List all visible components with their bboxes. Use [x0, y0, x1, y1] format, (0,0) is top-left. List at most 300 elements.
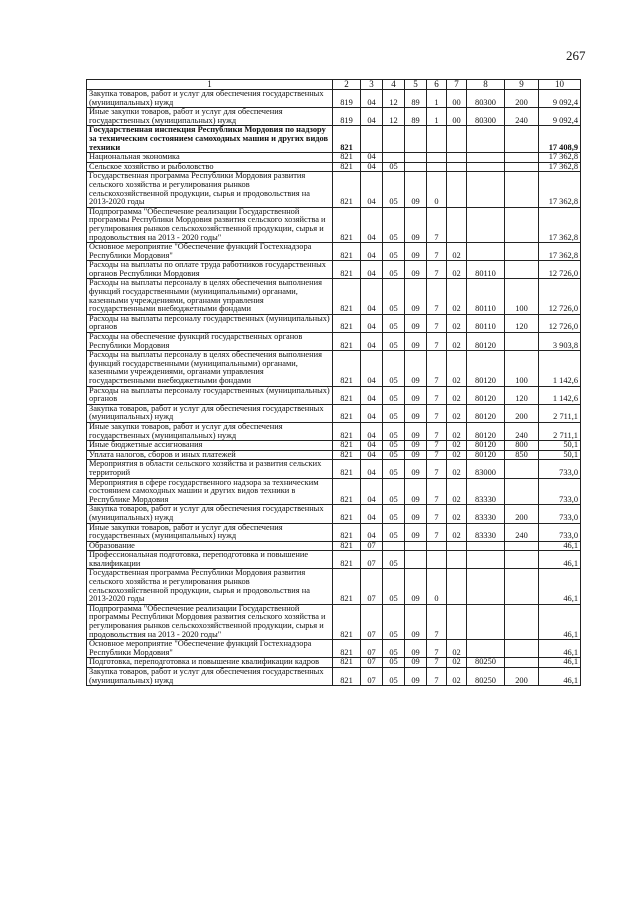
table-row — [87, 450, 581, 460]
subprogram-code-cell: 7 — [427, 243, 447, 261]
subprogram-code-cell: 7 — [427, 658, 447, 668]
row-name-cell: Уплата налогов, сборов и иных платежей — [87, 450, 333, 460]
amount-cell: 46,1 — [539, 640, 581, 658]
section-code-cell: 04 — [361, 422, 383, 440]
section-code-cell: 04 — [361, 478, 383, 505]
expense-type-cell — [505, 172, 539, 207]
expense-type-cell: 200 — [505, 404, 539, 422]
subsection-code-cell: 05 — [383, 351, 405, 386]
amount-cell: 46,1 — [539, 668, 581, 686]
row-name-cell: Национальная экономика — [87, 153, 333, 163]
activity-code-cell: 00 — [447, 108, 467, 126]
ministry-code-cell: 821 — [333, 153, 361, 163]
ministry-code-cell: 819 — [333, 108, 361, 126]
program-code-cell: 09 — [405, 386, 427, 404]
section-code-cell: 04 — [361, 162, 383, 172]
direction-code-cell: 80300 — [467, 90, 505, 108]
section-code-cell: 04 — [361, 450, 383, 460]
ministry-code-cell: 821 — [333, 658, 361, 668]
amount-cell: 46,1 — [539, 569, 581, 604]
subsection-code-cell — [383, 153, 405, 163]
amount-cell: 12 726,0 — [539, 314, 581, 332]
table-row — [87, 153, 581, 163]
activity-code-cell: 02 — [447, 314, 467, 332]
column-header: 2 — [333, 80, 361, 90]
column-header: 5 — [405, 80, 427, 90]
row-name-cell: Государственная программа Республики Мордовия развития сельского хозяйства и регулирования рынков сельскохозяйственной продукции, сырья и продовольствия на 2013-2020 годы — [87, 172, 333, 207]
section-code-cell: 07 — [361, 668, 383, 686]
expense-type-cell — [505, 261, 539, 279]
table-row — [87, 478, 581, 505]
subsection-code-cell: 05 — [383, 422, 405, 440]
direction-code-cell: 80110 — [467, 261, 505, 279]
activity-code-cell — [447, 569, 467, 604]
row-name-cell: Основное мероприятие "Обеспечение функций Гостехнадзора Республики Мордовия" — [87, 243, 333, 261]
section-code-cell: 04 — [361, 207, 383, 242]
ministry-code-cell: 821 — [333, 404, 361, 422]
program-code-cell: 09 — [405, 478, 427, 505]
program-code-cell: 09 — [405, 505, 427, 523]
activity-code-cell: 02 — [447, 640, 467, 658]
row-name-cell: Подпрограмма "Обеспечение реализации Государственной программы Республики Мордовия развития сельского хозяйства и регулирования рынков сельскохозяйственной продукции, сырья и продовольствия на 2013 - 2020 годы" — [87, 604, 333, 639]
subprogram-code-cell: 1 — [427, 108, 447, 126]
expense-type-cell — [505, 207, 539, 242]
row-name-cell: Подготовка, переподготовка и повышение квалификации кадров — [87, 658, 333, 668]
section-code-cell: 04 — [361, 314, 383, 332]
column-header: 10 — [539, 80, 581, 90]
subsection-code-cell: 05 — [383, 478, 405, 505]
amount-cell: 733,0 — [539, 523, 581, 541]
direction-code-cell: 80250 — [467, 668, 505, 686]
subsection-code-cell — [383, 541, 405, 551]
row-name-cell: Закупка товаров, работ и услуг для обеспечения государственных (муниципальных) нужд — [87, 90, 333, 108]
subsection-code-cell: 05 — [383, 505, 405, 523]
subsection-code-cell: 05 — [383, 404, 405, 422]
expense-type-cell — [505, 658, 539, 668]
section-code-cell: 04 — [361, 108, 383, 126]
activity-code-cell — [447, 172, 467, 207]
activity-code-cell — [447, 604, 467, 639]
activity-code-cell — [447, 207, 467, 242]
table-row — [87, 640, 581, 658]
activity-code-cell: 02 — [447, 279, 467, 314]
expense-type-cell — [505, 604, 539, 639]
subsection-code-cell: 05 — [383, 314, 405, 332]
subprogram-code-cell: 0 — [427, 569, 447, 604]
subsection-code-cell: 05 — [383, 523, 405, 541]
table-row — [87, 108, 581, 126]
amount-cell: 46,1 — [539, 658, 581, 668]
section-code-cell: 04 — [361, 460, 383, 478]
subprogram-code-cell: 7 — [427, 523, 447, 541]
row-name-cell: Основное мероприятие "Обеспечение функций Гостехнадзора Республики Мордовия" — [87, 640, 333, 658]
direction-code-cell: 80120 — [467, 422, 505, 440]
program-code-cell: 09 — [405, 460, 427, 478]
amount-cell: 50,1 — [539, 441, 581, 451]
activity-code-cell: 02 — [447, 460, 467, 478]
table-row — [87, 243, 581, 261]
row-name-cell: Подпрограмма "Обеспечение реализации Государственной программы Республики Мордовия развития сельского хозяйства и регулирования рынков сельскохозяйственной продукции, сырья и продовольствия на 2013 - 2020 годы" — [87, 207, 333, 242]
direction-code-cell: 80300 — [467, 108, 505, 126]
table-row — [87, 90, 581, 108]
direction-code-cell: 83330 — [467, 505, 505, 523]
row-name-cell: Мероприятия в области сельского хозяйства и развития сельских территорий — [87, 460, 333, 478]
section-code-cell: 04 — [361, 90, 383, 108]
program-code-cell: 09 — [405, 207, 427, 242]
amount-cell: 3 903,8 — [539, 333, 581, 351]
column-header: 4 — [383, 80, 405, 90]
subprogram-code-cell: 7 — [427, 422, 447, 440]
amount-cell: 733,0 — [539, 478, 581, 505]
table-row — [87, 668, 581, 686]
column-header: 7 — [447, 80, 467, 90]
amount-cell: 46,1 — [539, 551, 581, 569]
subprogram-code-cell: 7 — [427, 333, 447, 351]
table-row — [87, 172, 581, 207]
subprogram-code-cell — [427, 551, 447, 569]
expense-type-cell: 240 — [505, 108, 539, 126]
subprogram-code-cell: 7 — [427, 404, 447, 422]
activity-code-cell: 02 — [447, 386, 467, 404]
table-row — [87, 523, 581, 541]
activity-code-cell: 02 — [447, 243, 467, 261]
direction-code-cell: 80120 — [467, 333, 505, 351]
expense-type-cell — [505, 153, 539, 163]
ministry-code-cell: 821 — [333, 668, 361, 686]
page-number: 267 — [566, 48, 586, 63]
expense-type-cell — [505, 478, 539, 505]
amount-cell: 17 362,8 — [539, 153, 581, 163]
expense-type-cell: 200 — [505, 90, 539, 108]
subsection-code-cell: 05 — [383, 386, 405, 404]
amount-cell: 17 362,8 — [539, 162, 581, 172]
subsection-code-cell: 05 — [383, 640, 405, 658]
table-row — [87, 505, 581, 523]
ministry-code-cell: 821 — [333, 126, 361, 153]
table-row — [87, 207, 581, 242]
table-row — [87, 126, 581, 153]
program-code-cell: 09 — [405, 658, 427, 668]
amount-cell: 50,1 — [539, 450, 581, 460]
activity-code-cell: 02 — [447, 351, 467, 386]
amount-cell: 12 726,0 — [539, 279, 581, 314]
subsection-code-cell: 05 — [383, 279, 405, 314]
expense-type-cell: 120 — [505, 314, 539, 332]
direction-code-cell: 80120 — [467, 450, 505, 460]
direction-code-cell: 80110 — [467, 314, 505, 332]
ministry-code-cell: 821 — [333, 640, 361, 658]
ministry-code-cell: 821 — [333, 172, 361, 207]
subprogram-code-cell: 7 — [427, 441, 447, 451]
table-row — [87, 551, 581, 569]
column-header: 8 — [467, 80, 505, 90]
amount-cell: 9 092,4 — [539, 90, 581, 108]
row-name-cell: Расходы на выплаты по оплате труда работников государственных органов Республики Мордовия — [87, 261, 333, 279]
subsection-code-cell: 05 — [383, 668, 405, 686]
program-code-cell: 09 — [405, 279, 427, 314]
subsection-code-cell: 05 — [383, 551, 405, 569]
column-header-row — [87, 80, 581, 90]
ministry-code-cell: 821 — [333, 460, 361, 478]
subprogram-code-cell — [427, 541, 447, 551]
row-name-cell: Сельское хозяйство и рыболовство — [87, 162, 333, 172]
column-header: 3 — [361, 80, 383, 90]
activity-code-cell: 02 — [447, 404, 467, 422]
budget-table — [86, 79, 581, 686]
ministry-code-cell: 821 — [333, 333, 361, 351]
direction-code-cell — [467, 640, 505, 658]
activity-code-cell — [447, 162, 467, 172]
activity-code-cell: 02 — [447, 422, 467, 440]
expense-type-cell: 200 — [505, 505, 539, 523]
expense-type-cell: 850 — [505, 450, 539, 460]
direction-code-cell: 80250 — [467, 658, 505, 668]
table-row — [87, 279, 581, 314]
subprogram-code-cell — [427, 126, 447, 153]
subprogram-code-cell — [427, 153, 447, 163]
section-code-cell: 07 — [361, 640, 383, 658]
subsection-code-cell: 05 — [383, 207, 405, 242]
table-row — [87, 541, 581, 551]
section-code-cell: 04 — [361, 404, 383, 422]
program-code-cell — [405, 126, 427, 153]
section-code-cell: 07 — [361, 569, 383, 604]
program-code-cell: 09 — [405, 351, 427, 386]
subsection-code-cell: 05 — [383, 243, 405, 261]
row-name-cell: Государственная программа Республики Мордовия развития сельского хозяйства и регулирования рынков сельскохозяйственной продукции, сырья и продовольствия на 2013-2020 годы — [87, 569, 333, 604]
direction-code-cell — [467, 243, 505, 261]
activity-code-cell: 02 — [447, 441, 467, 451]
ministry-code-cell: 821 — [333, 450, 361, 460]
program-code-cell: 09 — [405, 172, 427, 207]
amount-cell: 46,1 — [539, 604, 581, 639]
column-header: 6 — [427, 80, 447, 90]
section-code-cell: 04 — [361, 243, 383, 261]
activity-code-cell: 02 — [447, 261, 467, 279]
expense-type-cell — [505, 640, 539, 658]
subprogram-code-cell: 7 — [427, 314, 447, 332]
ministry-code-cell: 821 — [333, 441, 361, 451]
subprogram-code-cell: 7 — [427, 640, 447, 658]
section-code-cell: 04 — [361, 279, 383, 314]
row-name-cell: Расходы на выплаты персоналу государственных (муниципальных) органов — [87, 314, 333, 332]
section-code-cell: 04 — [361, 172, 383, 207]
program-code-cell: 09 — [405, 668, 427, 686]
direction-code-cell: 80120 — [467, 351, 505, 386]
section-code-cell: 04 — [361, 261, 383, 279]
expense-type-cell — [505, 243, 539, 261]
expense-type-cell: 100 — [505, 351, 539, 386]
table-row — [87, 569, 581, 604]
amount-cell: 2 711,1 — [539, 404, 581, 422]
row-name-cell: Закупка товаров, работ и услуг для обеспечения государственных (муниципальных) нужд — [87, 668, 333, 686]
activity-code-cell: 00 — [447, 90, 467, 108]
expense-type-cell: 240 — [505, 523, 539, 541]
expense-type-cell: 240 — [505, 422, 539, 440]
expense-type-cell: 200 — [505, 668, 539, 686]
direction-code-cell: 80120 — [467, 386, 505, 404]
table-row — [87, 404, 581, 422]
program-code-cell: 09 — [405, 604, 427, 639]
ministry-code-cell: 821 — [333, 569, 361, 604]
activity-code-cell: 02 — [447, 523, 467, 541]
activity-code-cell — [447, 153, 467, 163]
program-code-cell: 89 — [405, 108, 427, 126]
row-name-cell: Образование — [87, 541, 333, 551]
program-code-cell: 89 — [405, 90, 427, 108]
amount-cell: 733,0 — [539, 505, 581, 523]
expense-type-cell: 100 — [505, 279, 539, 314]
ministry-code-cell: 821 — [333, 604, 361, 639]
column-header: 9 — [505, 80, 539, 90]
ministry-code-cell: 821 — [333, 505, 361, 523]
row-name-cell: Мероприятия в сфере государственного надзора за техническим состоянием самоходных машин и других видов техники в Республике Мордовия — [87, 478, 333, 505]
activity-code-cell — [447, 126, 467, 153]
section-code-cell: 04 — [361, 351, 383, 386]
direction-code-cell — [467, 172, 505, 207]
row-name-cell: Иные закупки товаров, работ и услуг для обеспечения государственных (муниципальных) нужд — [87, 422, 333, 440]
subprogram-code-cell: 0 — [427, 172, 447, 207]
subprogram-code-cell — [427, 162, 447, 172]
activity-code-cell: 02 — [447, 478, 467, 505]
amount-cell: 2 711,1 — [539, 422, 581, 440]
expense-type-cell — [505, 126, 539, 153]
direction-code-cell — [467, 541, 505, 551]
subsection-code-cell: 12 — [383, 108, 405, 126]
ministry-code-cell: 819 — [333, 90, 361, 108]
ministry-code-cell: 821 — [333, 243, 361, 261]
subprogram-code-cell: 7 — [427, 505, 447, 523]
amount-cell: 17 362,8 — [539, 207, 581, 242]
amount-cell: 12 726,0 — [539, 261, 581, 279]
row-name-cell: Расходы на выплаты персоналу в целях обеспечения выполнения функций государственными (муниципальными) органами, казенными учреждениями, органами управления государственными внебюджетными фондами — [87, 279, 333, 314]
amount-cell: 46,1 — [539, 541, 581, 551]
subsection-code-cell: 05 — [383, 261, 405, 279]
direction-code-cell: 83330 — [467, 478, 505, 505]
row-name-cell: Закупка товаров, работ и услуг для обеспечения государственных (муниципальных) нужд — [87, 404, 333, 422]
subprogram-code-cell: 7 — [427, 668, 447, 686]
section-code-cell: 04 — [361, 505, 383, 523]
direction-code-cell: 83000 — [467, 460, 505, 478]
ministry-code-cell: 821 — [333, 162, 361, 172]
ministry-code-cell: 821 — [333, 314, 361, 332]
expense-type-cell — [505, 569, 539, 604]
amount-cell: 17 362,8 — [539, 243, 581, 261]
subprogram-code-cell: 7 — [427, 478, 447, 505]
ministry-code-cell: 821 — [333, 422, 361, 440]
row-name-cell: Расходы на выплаты персоналу в целях обеспечения выполнения функций государственными (муниципальными) органами, казенными учреждениями, органами управления государственными внебюджетными фондами — [87, 351, 333, 386]
row-name-cell: Расходы на обеспечение функций государственных органов Республики Мордовия — [87, 333, 333, 351]
amount-cell: 1 142,6 — [539, 386, 581, 404]
direction-code-cell — [467, 551, 505, 569]
direction-code-cell — [467, 153, 505, 163]
subsection-code-cell: 05 — [383, 441, 405, 451]
amount-cell: 1 142,6 — [539, 351, 581, 386]
ministry-code-cell: 821 — [333, 386, 361, 404]
activity-code-cell: 02 — [447, 333, 467, 351]
program-code-cell: 09 — [405, 333, 427, 351]
expense-type-cell — [505, 460, 539, 478]
table-row — [87, 658, 581, 668]
activity-code-cell: 02 — [447, 505, 467, 523]
table-row — [87, 460, 581, 478]
ministry-code-cell: 821 — [333, 551, 361, 569]
expense-type-cell: 120 — [505, 386, 539, 404]
direction-code-cell: 80110 — [467, 279, 505, 314]
column-header: 1 — [87, 80, 333, 90]
activity-code-cell: 02 — [447, 450, 467, 460]
budget-table-body — [87, 90, 581, 686]
subprogram-code-cell: 7 — [427, 207, 447, 242]
amount-cell: 733,0 — [539, 460, 581, 478]
row-name-cell: Государственная инспекция Республики Мордовия по надзору за техническим состоянием самоходных машин и других видов техники — [87, 126, 333, 153]
row-name-cell: Иные закупки товаров, работ и услуг для обеспечения государственных (муниципальных) нужд — [87, 108, 333, 126]
program-code-cell: 09 — [405, 243, 427, 261]
subsection-code-cell: 05 — [383, 162, 405, 172]
program-code-cell — [405, 153, 427, 163]
section-code-cell: 04 — [361, 153, 383, 163]
section-code-cell: 04 — [361, 333, 383, 351]
subsection-code-cell: 05 — [383, 172, 405, 207]
subsection-code-cell: 05 — [383, 460, 405, 478]
expense-type-cell: 800 — [505, 441, 539, 451]
table-row — [87, 386, 581, 404]
subprogram-code-cell: 7 — [427, 604, 447, 639]
section-code-cell — [361, 126, 383, 153]
subsection-code-cell: 05 — [383, 658, 405, 668]
activity-code-cell: 02 — [447, 668, 467, 686]
activity-code-cell: 02 — [447, 658, 467, 668]
table-row — [87, 604, 581, 639]
program-code-cell: 09 — [405, 261, 427, 279]
row-name-cell: Закупка товаров, работ и услуг для обеспечения государственных (муниципальных) нужд — [87, 505, 333, 523]
subprogram-code-cell: 7 — [427, 460, 447, 478]
table-row — [87, 441, 581, 451]
section-code-cell: 07 — [361, 604, 383, 639]
subprogram-code-cell: 1 — [427, 90, 447, 108]
ministry-code-cell: 821 — [333, 207, 361, 242]
direction-code-cell — [467, 604, 505, 639]
table-row — [87, 261, 581, 279]
subsection-code-cell — [383, 126, 405, 153]
program-code-cell: 09 — [405, 450, 427, 460]
amount-cell: 17 408,9 — [539, 126, 581, 153]
section-code-cell: 07 — [361, 541, 383, 551]
section-code-cell: 07 — [361, 658, 383, 668]
direction-code-cell: 80120 — [467, 441, 505, 451]
table-row — [87, 351, 581, 386]
program-code-cell: 09 — [405, 441, 427, 451]
program-code-cell — [405, 162, 427, 172]
expense-type-cell — [505, 551, 539, 569]
amount-cell: 17 362,8 — [539, 172, 581, 207]
expense-type-cell — [505, 541, 539, 551]
ministry-code-cell: 821 — [333, 351, 361, 386]
subsection-code-cell: 05 — [383, 450, 405, 460]
expense-type-cell — [505, 333, 539, 351]
subsection-code-cell: 05 — [383, 333, 405, 351]
table-row — [87, 333, 581, 351]
row-name-cell: Иные закупки товаров, работ и услуг для обеспечения государственных (муниципальных) нужд — [87, 523, 333, 541]
table-row — [87, 422, 581, 440]
activity-code-cell — [447, 541, 467, 551]
subsection-code-cell: 05 — [383, 569, 405, 604]
section-code-cell: 07 — [361, 551, 383, 569]
program-code-cell: 09 — [405, 569, 427, 604]
program-code-cell: 09 — [405, 314, 427, 332]
section-code-cell: 04 — [361, 441, 383, 451]
ministry-code-cell: 821 — [333, 478, 361, 505]
